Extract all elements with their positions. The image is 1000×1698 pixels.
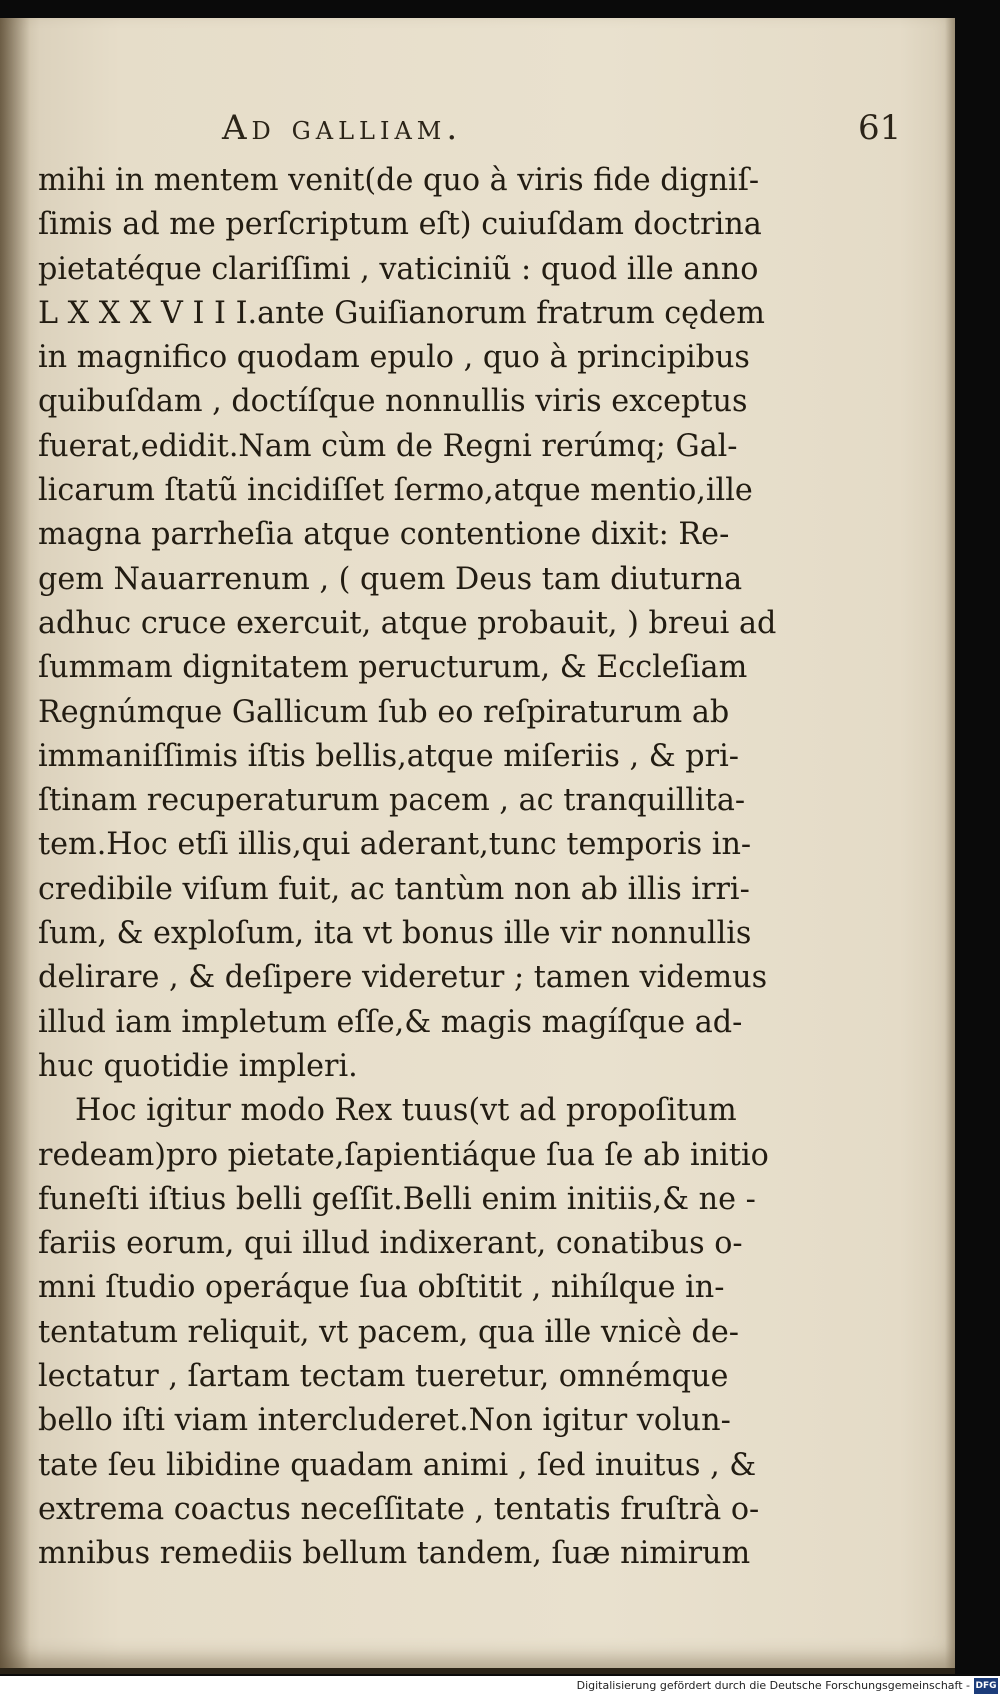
- text-line: mni ſtudio operáque ſua obſtitit , nihílque in-: [38, 1269, 725, 1306]
- digitization-footer: [0, 1676, 1000, 1698]
- funding-credit: Digitalisierung gefördert durch die Deutsche Forschungsgemeinschaft -: [576, 1679, 970, 1692]
- text-line: ſum, & exploſum, ita vt bonus ille vir nonnullis: [38, 915, 752, 952]
- text-line: pietatéque clariſſimi , vaticiniũ : quod ille anno: [38, 250, 759, 287]
- text-line: credibile viſum fuit, ac tantùm non ab illis irri-: [38, 870, 750, 907]
- book-page: [0, 18, 955, 1674]
- running-head: [0, 108, 955, 158]
- text-line: lectatur , ſartam tectam tueretur, omnémque: [38, 1358, 729, 1395]
- running-head-title: Ad galliam.: [222, 108, 463, 148]
- dfg-logo: DFG: [974, 1678, 998, 1694]
- text-line: huc quotidie impleri.: [38, 1047, 358, 1084]
- text-line: tate ſeu libidine quadam animi , ſed inuitus , &: [38, 1446, 757, 1483]
- text-line: in magnifico quodam epulo , quo à principibus: [38, 339, 750, 376]
- text-line: ſimis ad me perſcriptum eſt) cuiuſdam doctrina: [38, 206, 762, 243]
- text-line: delirare , & deſipere videretur ; tamen videmus: [38, 959, 768, 996]
- text-line: illud iam impletum eſſe,& magis magíſque ad-: [38, 1003, 743, 1040]
- page-number: 61: [858, 108, 902, 148]
- gutter-shadow: [0, 18, 30, 1668]
- text-line: bello iſti viam intercluderet.Non igitur volun-: [38, 1402, 731, 1439]
- text-line: L X X X V I I I.ante Guiſianorum fratrum cędem: [38, 294, 765, 331]
- text-line: Hoc igitur modo Rex tuus(vt ad propoſitum: [75, 1092, 737, 1129]
- text-line: quibuſdam , doctíſque nonnullis viris exceptus: [38, 383, 748, 420]
- text-line: immaniſſimis iſtis bellis,atque miſeriis , & pri-: [38, 737, 739, 774]
- text-line: ſtinam recuperaturum pacem , ac tranquillita-: [38, 782, 746, 819]
- text-line: mnibus remediis bellum tandem, ſuæ nimirum: [38, 1535, 751, 1572]
- text-line: gem Nauarrenum , ( quem Deus tam diuturna: [38, 560, 743, 597]
- text-line: ſummam dignitatem peructurum, & Eccleſiam: [38, 649, 748, 686]
- body-text: [38, 158, 777, 1576]
- text-line: fariis eorum, qui illud indixerant, conatibus o-: [38, 1225, 743, 1262]
- text-line: extrema coactus neceſſitate , tentatis fruſtrà o-: [38, 1490, 760, 1527]
- text-line: licarum ſtatũ incidiſſet ſermo,atque mentio,ille: [38, 472, 753, 509]
- page-edge: [945, 18, 955, 1668]
- text-line: mihi in mentem venit(de quo à viris fide digniſ-: [38, 162, 760, 198]
- text-line: fuerat,edidit.Nam cùm de Regni rerúmq; Gal-: [38, 427, 738, 464]
- text-line: adhuc cruce exercuit, atque probauit, ) breui ad: [38, 604, 777, 641]
- text-line: redeam)pro pietate,ſapientiáque ſua ſe ab initio: [38, 1136, 769, 1173]
- text-line: tentatum reliquit, vt pacem, qua ille vnicè de-: [38, 1313, 739, 1350]
- text-line: magna parrheſia atque contentione dixit: Re-: [38, 516, 730, 553]
- text-line: Regnúmque Gallicum ſub eo reſpiraturum ab: [38, 693, 730, 730]
- text-line: tem.Hoc etſi illis,qui aderant,tunc temporis in-: [38, 826, 752, 863]
- text-line: funeſti iſtius belli geſſit.Belli enim initiis,& ne -: [38, 1180, 756, 1217]
